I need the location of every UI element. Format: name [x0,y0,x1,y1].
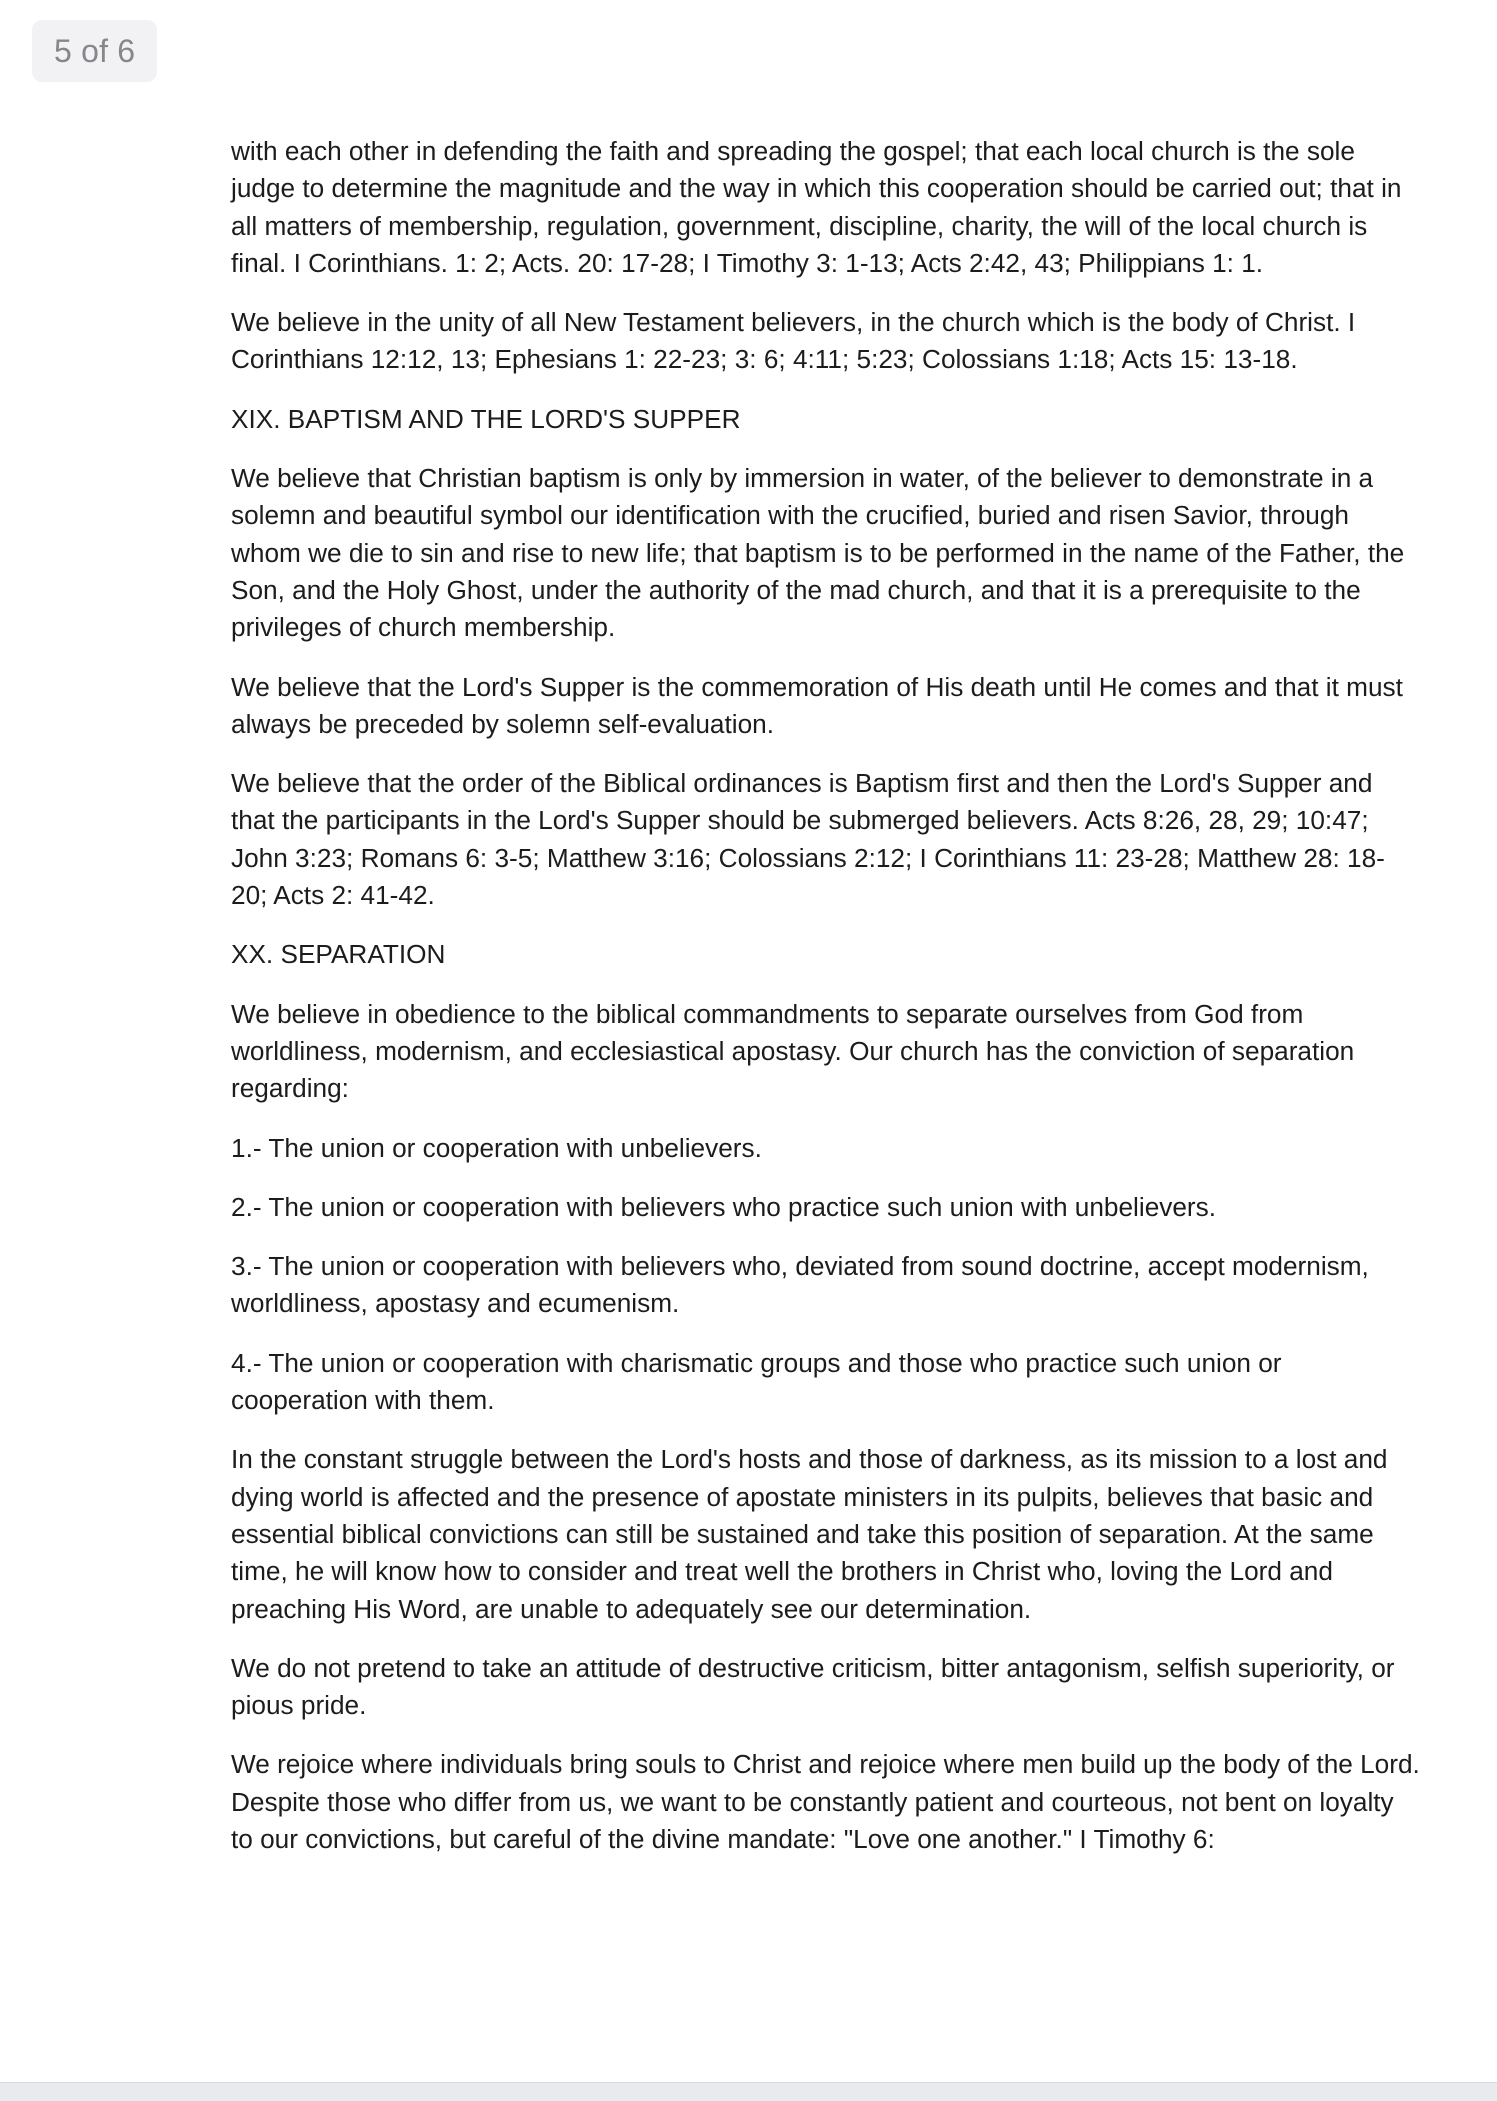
paragraph: In the constant struggle between the Lord's hosts and those of darkness, as its mission to a lost and dying world is affected and the presence of apostate ministers in its pulpits, believes that basic and essential biblical convictions can still be sustained and take this position of separation. At the same time, he will know how to consider and treat well the brothers in Christ who, loving the Lord and preaching His Word, are unable to adequately see our determination. [231,1444,1388,1624]
page-indicator: 5 of 6 [32,20,157,82]
paragraph: We believe in obedience to the biblical commandments to separate ourselves from God from worldliness, modernism, and ecclesiastical apostasy. Our church has the conviction of separation regarding: [231,998,1355,1104]
list-item: 2.- The union or cooperation with believers who practice such union with unbelievers. [231,1191,1217,1222]
document-body [231,133,1421,1880]
paragraph: We believe that Christian baptism is only by immersion in water, of the believer to demonstrate in a solemn and beautiful symbol our identification with the crucified, buried and risen Savior, through whom we die to sin and rise to new life; that baptism is to be performed in the name of the Father, the Son, and the Holy Ghost, under the authority of the mad church, and that it is a prerequisite to the privileges of church membership. [231,463,1405,643]
list-item: 4.- The union or cooperation with charismatic groups and those who practice such union or cooperation with them. [231,1347,1282,1416]
list-item: 3.- The union or cooperation with believers who, deviated from sound doctrine, accept modernism, worldliness, apostasy and ecumenism. [231,1251,1369,1319]
paragraph: with each other in defending the faith and spreading the gospel; that each local church is the sole judge to determine the magnitude and the way in which this cooperation should be carried out; that in all matters of membership, regulation, government, discipline, charity, the will of the local church is final. I Corinthians. 1: 2; Acts. 20: 17-28; I Timothy 3: 1-13; Acts 2:42, 43; Philippians 1: 1. [231,136,1402,278]
list-item: 1.- The union or cooperation with unbelievers. [231,1132,762,1163]
paragraph: We rejoice where individuals bring souls to Christ and rejoice where men build up the body of the Lord. Despite those who differ from us, we want to be constantly patient and courteous, not bent on loyalty to our convictions, but careful of the divine mandate: "Love one another." I Timothy 6: [231,1749,1420,1854]
paragraph: We believe in the unity of all New Testament believers, in the church which is the body of Christ. I Corinthians 12:12, 13; Ephesians 1: 22-23; 3: 6; 4:11; 5:23; Colossians 1:18; Acts 15: 13-18. [231,307,1356,375]
paragraph: We believe that the order of the Biblical ordinances is Baptism first and then the Lord's Supper and that the participants in the Lord's Supper should be submerged believers. Acts 8:26, 28, 29; 10:47; John 3:23; Romans 6: 3-5; Matthew 3:16; Colossians 2:12; I Corinthians 11: 23-28; Matthew 28: 18-20; Acts 2: 41-42. [231,768,1385,911]
section-heading: XIX. BAPTISM AND THE LORD'S SUPPER [231,403,741,434]
section-heading: XX. SEPARATION [231,939,446,970]
paragraph: We believe that the Lord's Supper is the commemoration of His death until He comes and that it must always be preceded by solemn self-evaluation. [231,671,1403,739]
paragraph: We do not pretend to take an attitude of destructive criticism, bitter antagonism, selfish superiority, or pious pride. [231,1652,1395,1721]
